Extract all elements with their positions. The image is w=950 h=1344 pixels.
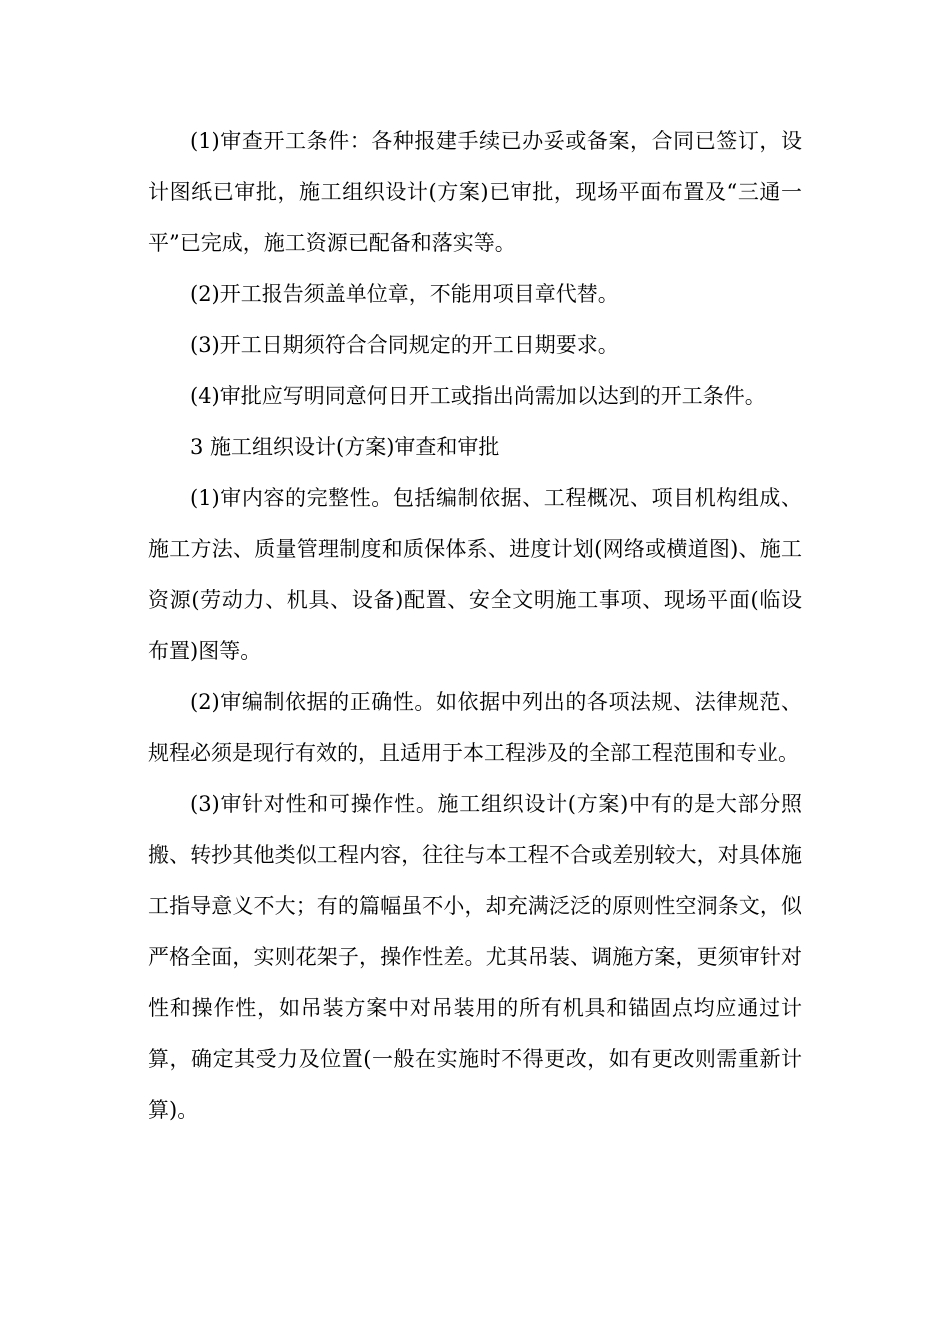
- paragraph-3: (3)开工日期须符合合同规定的开工日期要求。: [190, 333, 619, 357]
- paragraph-4: (4)审批应写明同意何日开工或指出尚需加以达到的开工条件。: [190, 384, 766, 408]
- paragraph-5: (1)审内容的完整性。包括编制依据、工程概况、项目机构组成、施工方法、质量管理制度和质保体系、进度计划(网络或横道图)、施工资源(劳动力、机具、设备)配置、安全文明施工事项、现场平面(临设布置)图等。: [148, 486, 802, 663]
- paragraph-7: (3)审针对性和可操作性。施工组织设计(方案)中有的是大部分照搬、转抄其他类似工程内容，往往与本工程不合或差别较大，对具体施工指导意义不大；有的篇幅虽不小，却充满泛泛的原则性空洞条文，似严格全面，实则花架子，操作性差。尤其吊装、调施方案，更须审针对性和操作性，如吊装方案中对吊装用的所有机具和锚固点均应通过计算，确定其受力及位置(一般在实施时不得更改，如有更改则需重新计算)。: [148, 792, 802, 1122]
- document-body: [148, 116, 802, 1136]
- paragraph-1: (1)审查开工条件：各种报建手续已办妥或备案，合同已签订，设计图纸已审批，施工组织设计(方案)已审批，现场平面布置及“三通一平”已完成，施工资源已配备和落实等。: [148, 129, 802, 255]
- paragraph-6: (2)审编制依据的正确性。如依据中列出的各项法规、法律规范、规程必须是现行有效的，且适用于本工程涉及的全部工程范围和专业。: [148, 690, 802, 765]
- section-heading: 3 施工组织设计(方案)审查和审批: [190, 435, 500, 459]
- paragraph-2: (2)开工报告须盖单位章，不能用项目章代替。: [190, 282, 619, 306]
